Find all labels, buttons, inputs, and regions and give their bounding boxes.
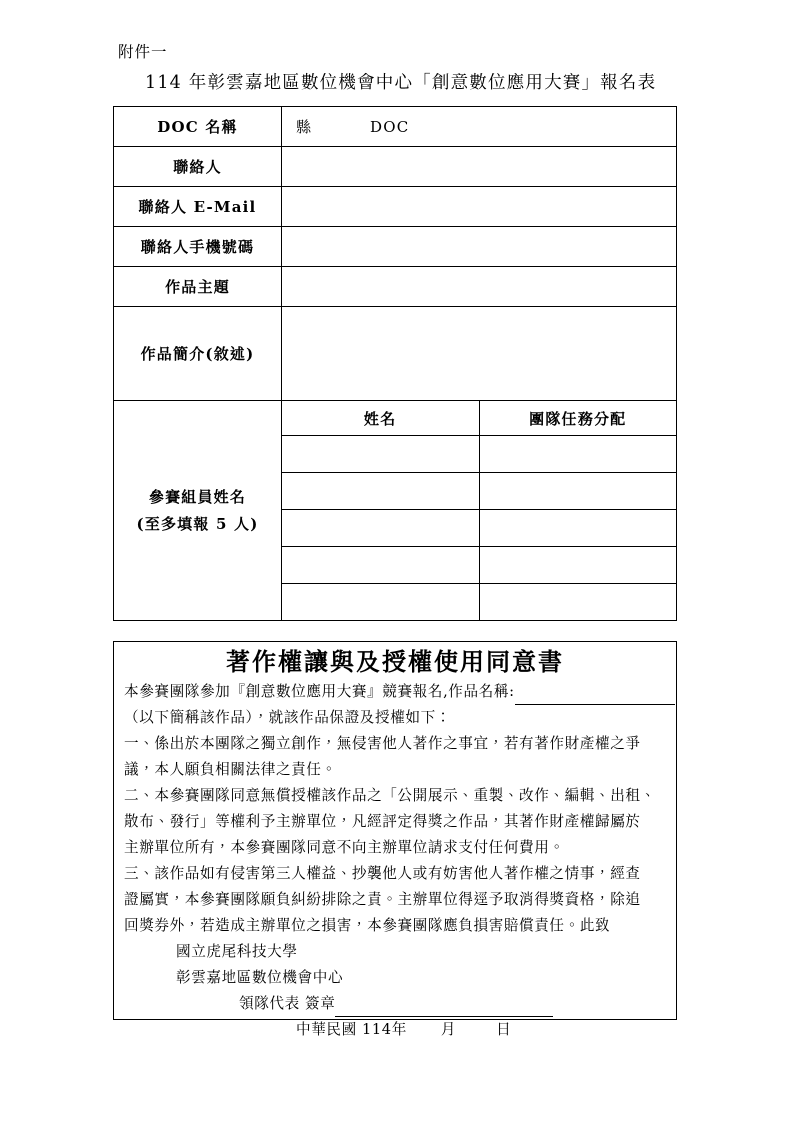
field-value-work-topic[interactable] <box>282 267 677 307</box>
field-value-contact-mobile[interactable] <box>282 227 677 267</box>
agreement-clause-line: 三、該作品如有侵害第三人權益、抄襲他人或有妨害他人著作權之情事，經查 <box>124 864 641 882</box>
signature-label: 領隊代表 簽章 <box>239 994 336 1012</box>
member-name-input-3[interactable] <box>282 510 479 547</box>
team-members-grid-cell <box>282 401 677 621</box>
table-row <box>282 510 676 547</box>
field-value-contact-email[interactable] <box>282 187 677 227</box>
field-value-doc-name[interactable] <box>282 107 677 147</box>
field-label-contact-person: 聯絡人 <box>114 147 282 187</box>
work-name-fill-line[interactable] <box>515 689 675 705</box>
table-row <box>114 107 677 147</box>
member-name-input-1[interactable] <box>282 436 479 473</box>
field-value-contact-person[interactable] <box>282 147 677 187</box>
date-year-unit: 年 <box>391 1020 407 1038</box>
agreement-title: 著作權讓與及授權使用同意書 <box>226 647 564 676</box>
agreement-intro-line-2: （以下簡稱該作品），就該作品保證及授權如下： <box>124 708 451 726</box>
page-title: 114 年彰雲嘉地區數位機會中心「創意數位應用大賽」報名表 <box>145 73 657 93</box>
members-section-row <box>114 401 677 621</box>
copyright-agreement-box <box>113 641 677 1038</box>
addressee-university: 國立虎尾科技大學 <box>176 942 298 960</box>
table-row <box>114 307 677 401</box>
member-name-input-2[interactable] <box>282 473 479 510</box>
signature-row <box>124 991 666 1017</box>
date-month-unit: 月 <box>440 1020 457 1038</box>
member-role-input-3[interactable] <box>479 510 676 547</box>
member-name-input-4[interactable] <box>282 547 479 584</box>
team-members-label-line1: 參賽組員姓名 <box>148 488 247 507</box>
column-header-name: 姓名 <box>282 401 479 436</box>
table-row <box>114 267 677 307</box>
table-row <box>282 584 676 621</box>
agreement-intro-text: 本參賽團隊參加『創意數位應用大賽』競賽報名,作品名稱: <box>124 683 515 700</box>
member-role-input-1[interactable] <box>479 436 676 473</box>
table-row <box>282 473 676 510</box>
table-header-row <box>282 401 676 436</box>
table-row <box>114 187 677 227</box>
agreement-body <box>114 677 676 1043</box>
agreement-clause-line: 議，本人願負相關法律之責任。 <box>124 760 337 778</box>
date-row <box>124 1017 666 1043</box>
field-label-work-topic: 作品主題 <box>114 267 282 307</box>
agreement-clause-line: 二、本參賽團隊同意無償授權該作品之「公開展示、重製、改作、編輯、出租、 <box>124 786 656 804</box>
registration-form-table <box>113 106 677 621</box>
table-row <box>282 436 676 473</box>
member-role-input-2[interactable] <box>479 473 676 510</box>
field-label-work-description: 作品簡介(敘述) <box>114 307 282 401</box>
doc-suffix-text: DOC <box>370 118 410 136</box>
addressee-block <box>124 939 666 991</box>
team-members-table <box>282 401 676 620</box>
member-role-input-4[interactable] <box>479 547 676 584</box>
date-day-unit: 日 <box>496 1020 512 1038</box>
agreement-clause-line: 散布、發行」等權利予主辦單位，凡經評定得獎之作品，其著作財產權歸屬於 <box>124 812 641 830</box>
doc-county-text: 縣 <box>296 118 313 136</box>
table-row <box>114 147 677 187</box>
column-header-role: 團隊任務分配 <box>479 401 676 436</box>
addressee-center: 彰雲嘉地區數位機會中心 <box>176 968 344 986</box>
field-label-team-members <box>114 401 282 621</box>
date-prefix: 中華民國 <box>296 1020 357 1038</box>
table-row <box>282 547 676 584</box>
field-label-doc-name: DOC 名稱 <box>114 107 282 147</box>
signature-fill-line[interactable] <box>335 1001 553 1017</box>
member-name-input-5[interactable] <box>282 584 479 621</box>
attachment-label: 附件一 <box>118 43 168 61</box>
date-year-value: 114 <box>362 1020 392 1038</box>
agreement-clause-line: 主辦單位所有，本參賽團隊同意不向主辦單位請求支付任何費用。 <box>124 838 565 856</box>
team-members-label-line2: (至多填報 5 人) <box>136 514 259 533</box>
table-row <box>114 227 677 267</box>
agreement-clause-line: 回獎券外，若造成主辦單位之損害，本參賽團隊應負損害賠償責任。此致 <box>124 916 611 934</box>
field-value-work-description[interactable] <box>282 307 677 401</box>
field-label-contact-mobile: 聯絡人手機號碼 <box>114 227 282 267</box>
agreement-clause-line: 證屬實，本參賽團隊願負糾紛排除之責。主辦單位得逕予取消得獎資格，除追 <box>124 890 641 908</box>
member-role-input-5[interactable] <box>479 584 676 621</box>
agreement-clause-line: 一、係出於本團隊之獨立創作，無侵害他人著作之事宜，若有著作財產權之爭 <box>124 734 641 752</box>
field-label-contact-email: 聯絡人 E-Mail <box>114 187 282 227</box>
agreement-intro-line-1 <box>124 679 666 705</box>
